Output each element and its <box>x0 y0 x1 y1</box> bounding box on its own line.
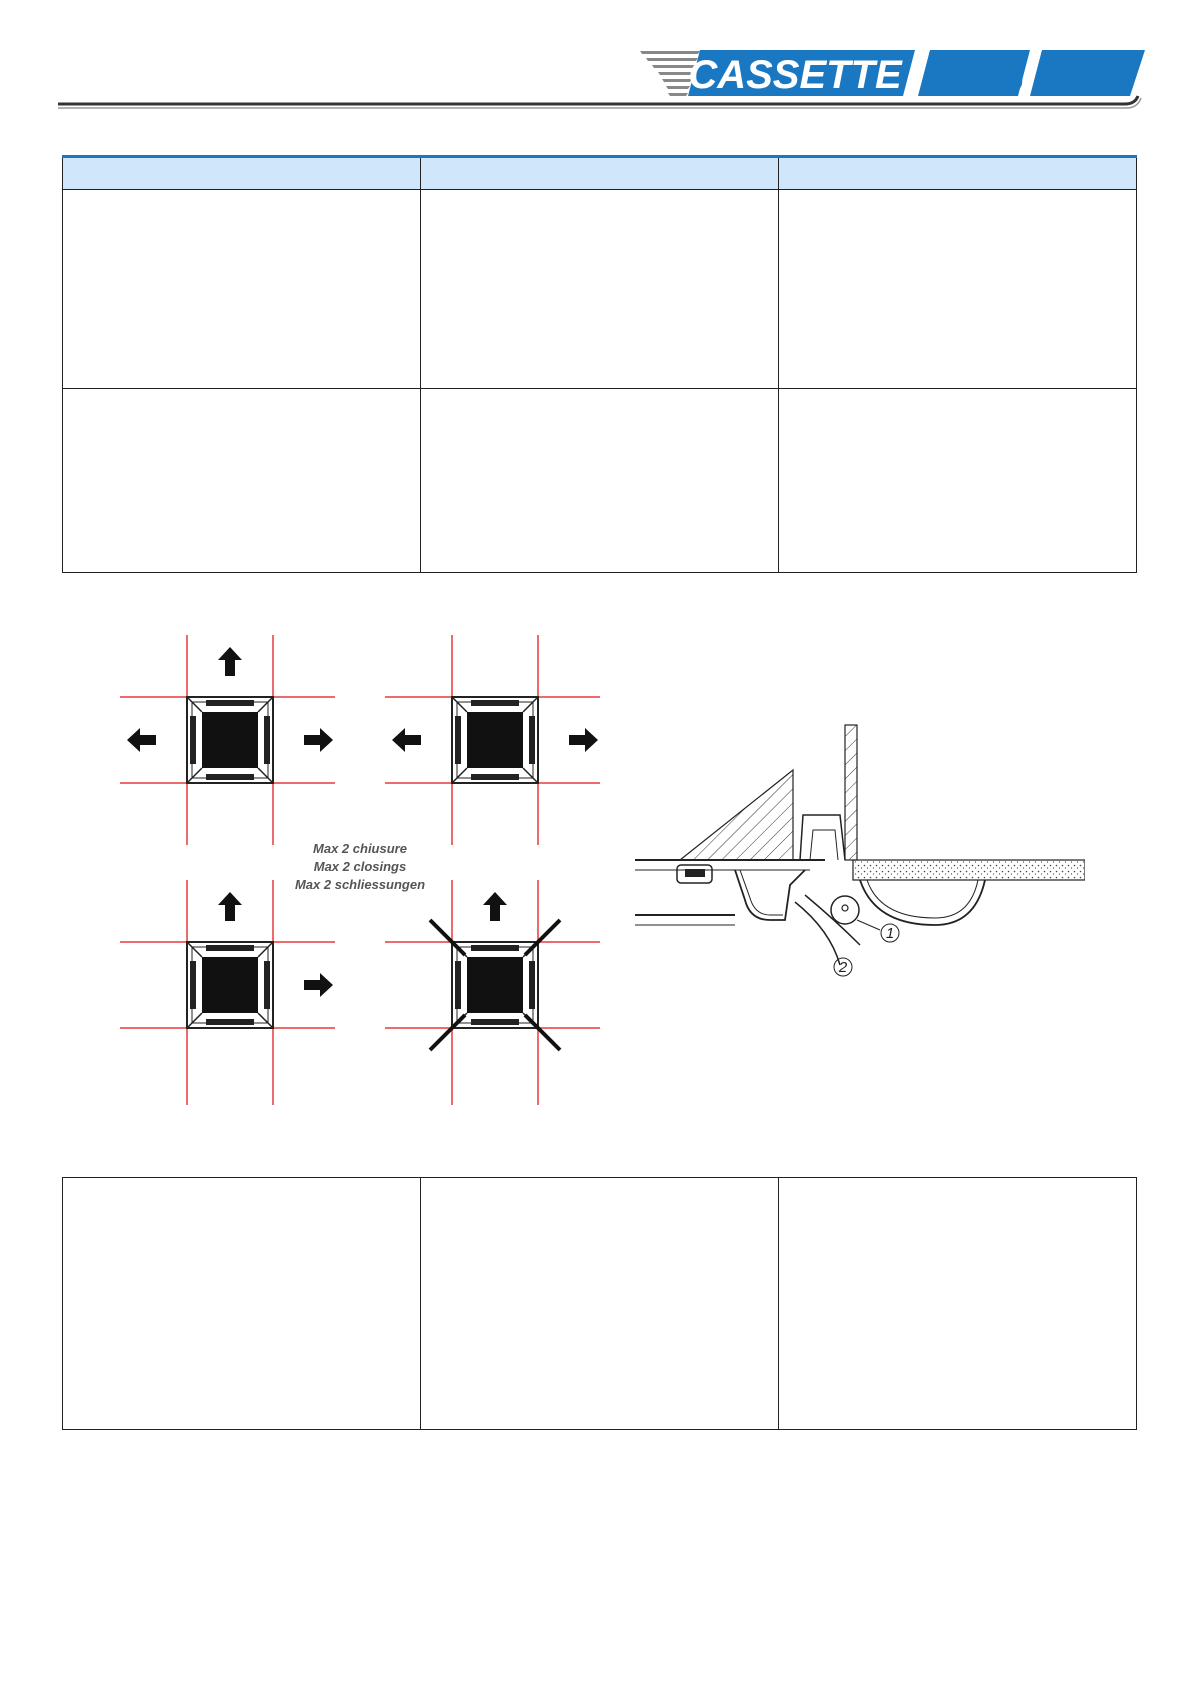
caption-line-en: Max 2 closings <box>313 859 407 874</box>
table-row <box>63 190 1137 389</box>
layout-option-4-way <box>120 635 335 845</box>
table-header-cell <box>63 157 421 190</box>
arrow-right-icon <box>569 728 598 752</box>
table-cell <box>779 389 1137 573</box>
arrow-left-icon <box>392 728 421 752</box>
arrow-right-icon <box>304 973 333 997</box>
table-cell <box>421 1178 779 1430</box>
pivot-icon <box>831 896 859 924</box>
layout-option-not-allowed <box>385 880 600 1105</box>
table-header-cell <box>421 157 779 190</box>
table-cell <box>421 389 779 573</box>
layout-option-2-way <box>120 880 335 1105</box>
arrow-left-icon <box>127 728 156 752</box>
arrow-up-icon <box>483 892 507 921</box>
arrow-right-icon <box>304 728 333 752</box>
top-table <box>62 155 1137 573</box>
callout-1-label: 1 <box>885 925 895 942</box>
cassette-unit-icon <box>187 697 273 783</box>
cassette-unit-icon <box>187 942 273 1028</box>
table-row <box>63 389 1137 573</box>
bottom-table <box>62 1177 1137 1430</box>
header-logo <box>0 0 1190 120</box>
table-cell <box>63 190 421 389</box>
duct-wall <box>845 725 857 860</box>
insulation-panel <box>853 860 1085 880</box>
table-row <box>63 1178 1137 1430</box>
callout-2-label: 2 <box>838 959 848 976</box>
arrow-up-icon <box>218 892 242 921</box>
table-cell <box>421 190 779 389</box>
arrow-up-icon <box>218 647 242 676</box>
closings-caption <box>295 841 425 892</box>
closings-figure <box>115 635 615 1110</box>
cassette-unit-icon <box>452 697 538 783</box>
ceiling-wedge <box>680 770 793 860</box>
product-label: CASSETTE <box>688 53 902 97</box>
brand-block-tail <box>1030 50 1145 96</box>
layout-option-3-way <box>385 635 600 845</box>
section-figure <box>635 720 1085 995</box>
table-cell <box>63 389 421 573</box>
table-cell <box>63 1178 421 1430</box>
table-cell <box>779 190 1137 389</box>
caption-line-it: Max 2 chiusure <box>313 841 407 856</box>
table-cell <box>779 1178 1137 1430</box>
caption-line-de: Max 2 schliessungen <box>294 877 426 892</box>
model-label: FCS <box>925 47 1025 103</box>
table-header-row <box>63 157 1137 190</box>
table-header-cell <box>779 157 1137 190</box>
